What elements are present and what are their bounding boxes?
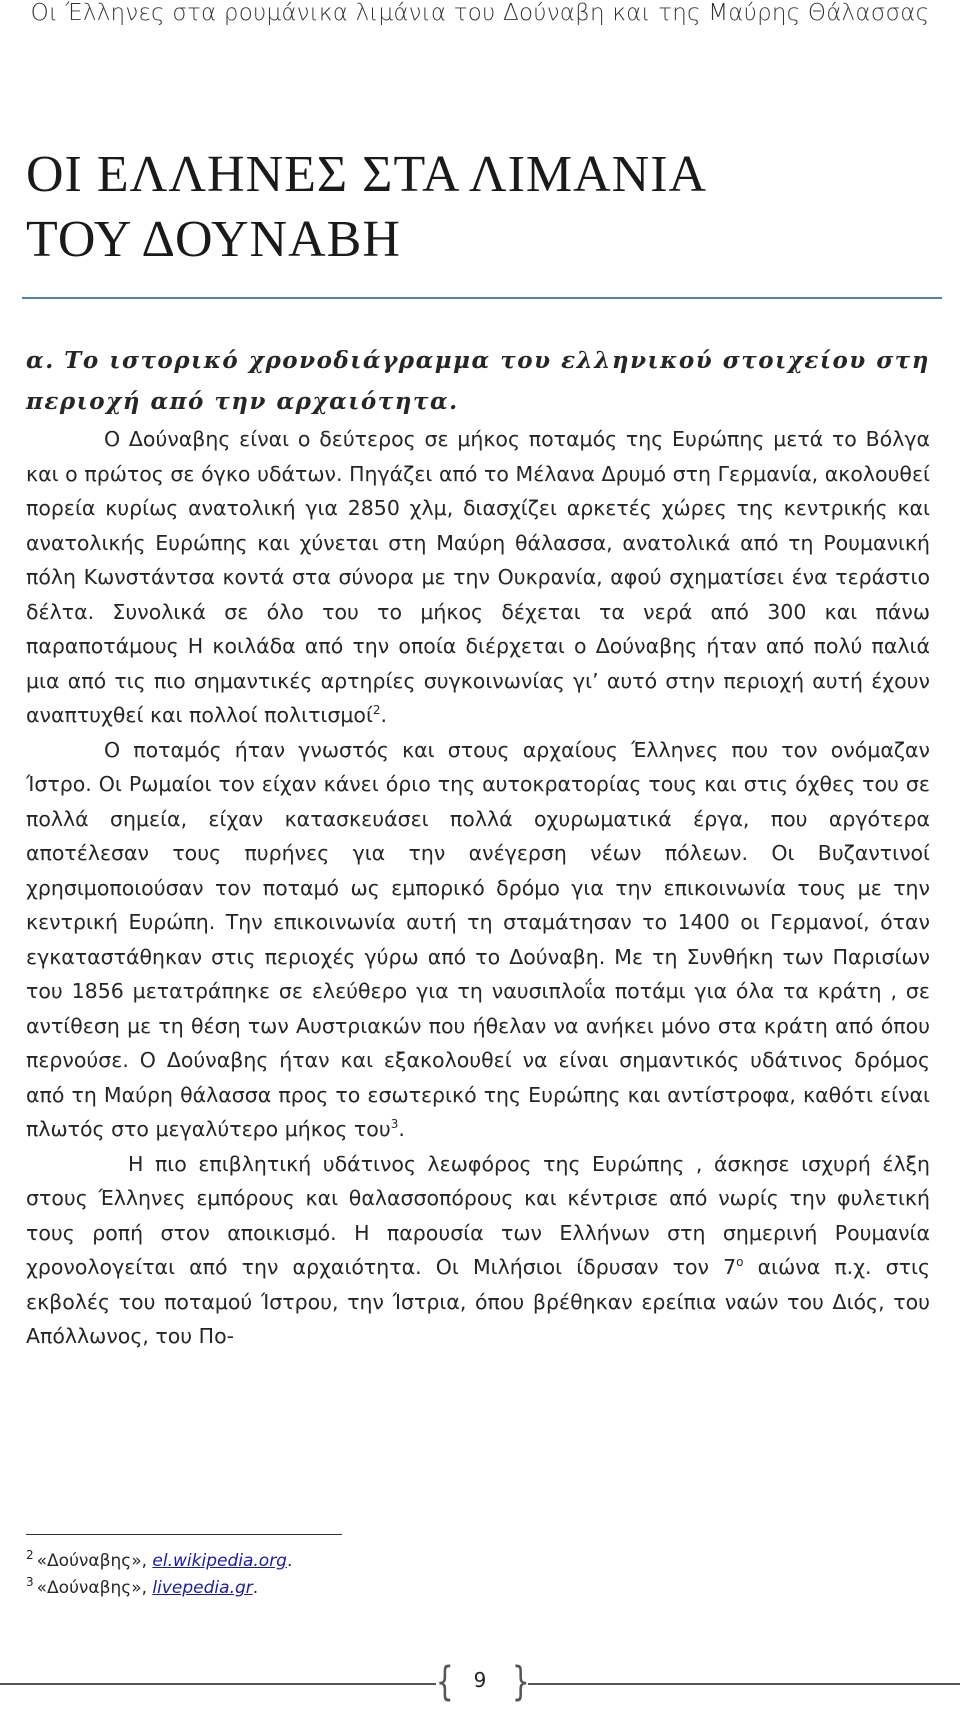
- paragraph-1-text: Ο Δούναβης είναι ο δεύτερος σε μήκος ποταμός της Ευρώπης μετά το Βόλγα και ο πρώτος σε όγκο υδάτων. Πηγάζει από το Μέλανα Δρυμό στη Γερμανία, ακολουθεί πορεία κυρίως ανατολική για 2850 χλμ, διασχίζει αρκετές χώρες της κεντρικής και ανατολικής Ευρώπης και χύνεται στη Μαύρη θάλασσα, ανατολικά από τη Ρουμανική πόλη Κωνστάντσα κοντά στα σύνορα με την Ουκρανία, αφού σχηματίσει ένα τεράστιο δέλτα. Συνολικά σε όλο του το μήκος δέχεται τα νερά από 300 και πάνω παραποτάμους Η κοιλάδα από την οποία διέρχεται ο Δούναβης ήταν από πολύ παλιά μια από τις πιο σημαντικές αρτηρίες συγκοινωνίας γι’ αυτό στην περιοχή αυτή έχουν αναπτυχθεί και πολλοί πολιτισμοί: [26, 427, 930, 727]
- footnote-text: «Δούναβης»,: [36, 1578, 153, 1598]
- page-footer: [0, 1659, 960, 1705]
- paragraph-2: [26, 733, 930, 1147]
- footnote-ref-3[interactable]: 3: [390, 1117, 399, 1132]
- footnote-number: 2: [26, 1548, 34, 1563]
- paragraph-1-end: .: [380, 703, 388, 727]
- paragraph-1: [26, 422, 930, 733]
- footer-line-right: [528, 1683, 960, 1685]
- title-rule: [22, 297, 942, 299]
- footnote-text: «Δούναβης»,: [36, 1551, 153, 1571]
- footnote-link[interactable]: livepedia.gr: [152, 1578, 253, 1598]
- paragraph-3: [26, 1147, 930, 1354]
- footnote-2: [26, 1548, 926, 1575]
- footnote-end: .: [252, 1578, 259, 1598]
- paragraph-2-text: Ο ποταμός ήταν γνωστός και στους αρχαίους Έλληνες που τον ονόμαζαν Ίστρο. Οι Ρωμαίοι τον είχαν κάνει όριο της αυτοκρατορίας τους και στις όχθες του σε πολλά σημεία, είχαν κατασκευάσει πολλά οχυρωματικά έργα, που αργότερα αποτέλεσαν τους πυρήνες για την ανέγερση νέων πόλεων. Οι Βυζαντινοί χρησιμοποιούσαν τον ποταμό ως εμπορικό δρόμο για την επικοινωνία τους με την κεντρική Ευρώπη. Την επικοινωνία αυτή τη σταμάτησαν το 1400 οι Γερμανοί, όταν εγκαταστάθηκαν στις περιοχές γύρω από το Δούναβη. Με τη Συνθήκη των Παρισίων του 1856 μετατράπηκε σε ελεύθερο για τη ναυσιπλοΐα ποτάμι για όλα τα κράτη , σε αντίθεση με τη θέση των Αυστριακών που ήθελαν να ανήκει μόνο στα κράτη από όπου περνούσε. Ο Δούναβης ήταν και εξακολουθεί να είναι σημαντικός υδάτινος δρόμος από τη Μαύρη θάλασσα προς το εσωτερικό της Ευρώπης και αντίστροφα, καθότι είναι πλωτός στο μεγαλύτερο μήκος του: [26, 737, 930, 1141]
- chapter-title-line1: ΟΙ ΕΛΛΗΝΕΣ ΣΤΑ ΛΙΜΑΝΙΑ: [26, 146, 708, 203]
- footnote-3: [26, 1575, 926, 1602]
- page-number: 9: [473, 1668, 487, 1692]
- paragraph-2-end: .: [398, 1117, 405, 1141]
- chapter-title-line2: ΤΟΥ ΔΟΥΝΑΒΗ: [26, 211, 401, 268]
- paragraph-3-text: Η πιο επιβλητική υδάτινος λεωφόρος της Ευρώπης , άσκησε ισχυρή έλξη στους Έλληνες εμπόρους και θαλασσοπόρους και κέντρισε από νωρίς την φυλετική τους ροπή στον αποικισμό. Η παρουσία των Ελλήνων στη σημερινή Ρουμανία χρονολογείται από την αρχαιότητα. Οι Μιλήσιοι ίδρυσαν τον 7: [26, 1151, 930, 1279]
- chapter-title: [26, 142, 926, 272]
- ordinal-superscript: ο: [736, 1255, 744, 1270]
- footnote-ref-2[interactable]: 2: [372, 703, 381, 718]
- footnote-rule: [26, 1534, 342, 1535]
- footnote-link[interactable]: el.wikipedia.org: [152, 1551, 287, 1571]
- left-brace-icon: {: [435, 1659, 454, 1705]
- footnotes: [26, 1548, 926, 1602]
- paragraph-3-rest: αιώνα π.χ. στις εκβολές του ποταμού Ίστρου, την Ίστρια, όπου βρέθηκαν ερείπια ναών του Διός, του Απόλλωνος, του Πο-: [26, 1255, 930, 1348]
- footnote-number: 3: [26, 1575, 34, 1590]
- footnote-end: .: [286, 1551, 293, 1571]
- section-heading: α. Το ιστορικό χρονοδιάγραμμα του ελληνικού στοιχείου στη περιοχή από την αρχαιότητα.: [26, 347, 930, 415]
- running-header: Οι Έλληνες στα ρουμάνικα λιμάνια του Δούναβη και της Μαύρης Θάλασσας: [30, 0, 930, 26]
- footer-line-left: [0, 1683, 436, 1685]
- right-brace-icon: }: [511, 1659, 530, 1705]
- body-text: [26, 340, 930, 1354]
